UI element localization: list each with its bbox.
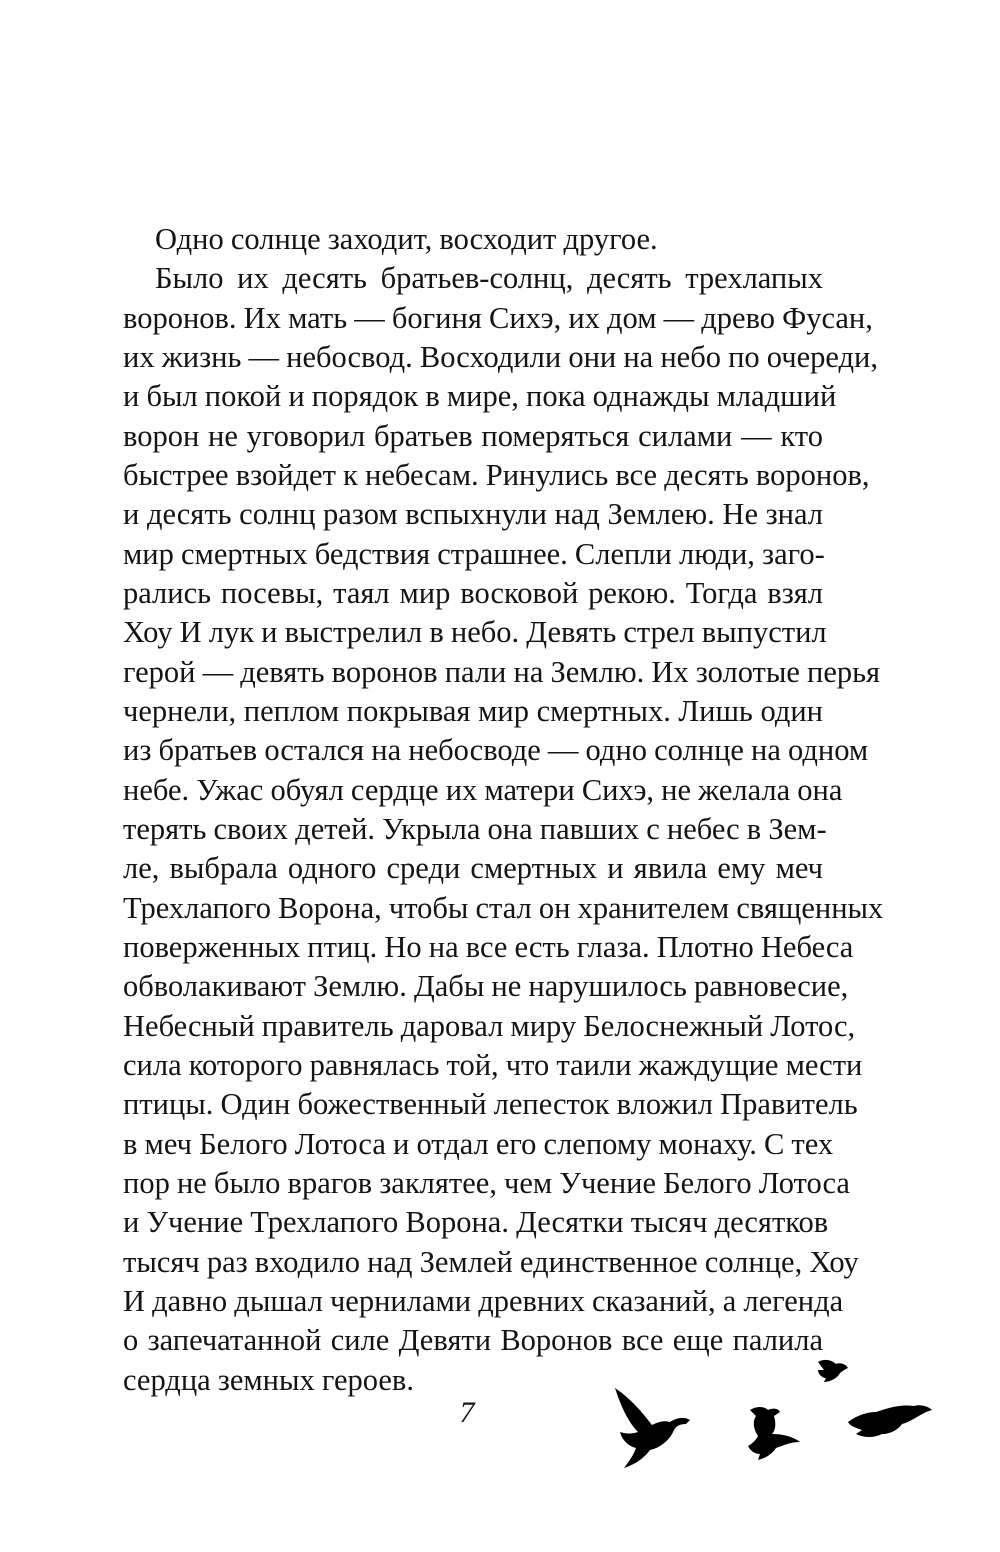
text-line: птицы. Один божественный лепесток вложил Правитель xyxy=(123,1087,858,1122)
text-line: мир смертных бедствия страшнее. Слепли люди, заго- xyxy=(123,536,825,571)
text-line: быстрее взойдет к небесам. Ринулись все десять воронов, xyxy=(123,457,870,492)
text-line: ворон не уговорил братьев померяться силами — кто xyxy=(123,418,823,453)
text-line: Было их десять братьев-солнц, десять трехлапых xyxy=(155,261,823,296)
text-line: из братьев остался на небосводе — одно солнце на одном xyxy=(123,733,869,768)
text-line: их жизнь — небосвод. Восходили они на небо по очереди, xyxy=(123,339,878,374)
text-line: воронов. Их мать — богиня Сихэ, их дом — древо Фусан, xyxy=(123,300,873,335)
text-line: сила которого равнялась той, что таили жаждущие мести xyxy=(123,1047,863,1082)
page-number: 7 xyxy=(459,1396,475,1429)
text-line: Небесный правитель даровал миру Белоснежный Лотос, xyxy=(123,1008,856,1043)
text-line: в меч Белого Лотоса и отдал его слепому монаху. С тех xyxy=(123,1126,834,1161)
text-line: и десять солнц разом вспыхнули над Землею. Не знал xyxy=(123,497,823,532)
text-line: И давно дышал чернилами древних сказаний, а легенда xyxy=(123,1283,844,1318)
text-line: тысяч раз входило над Землей единственное солнце, Хоу xyxy=(123,1244,859,1279)
text-line: поверженных птиц. Но на все есть глаза. Плотно Небеса xyxy=(123,929,854,964)
text-line: Хоу И лук и выстрелил в небо. Девять стрел выпустил xyxy=(123,615,827,650)
text-line: чернели, пеплом покрывая мир смертных. Лишь один xyxy=(123,693,823,728)
text-line: Трехлапого Ворона, чтобы стал он хранителем священных xyxy=(123,890,884,925)
text-line: терять своих детей. Укрыла она павших с небес в Зем- xyxy=(123,811,827,846)
body-text xyxy=(123,220,884,1400)
text-line: сердца земных героев. xyxy=(123,1362,414,1397)
text-line: пор не было врагов заклятее, чем Учение Белого Лотоса xyxy=(123,1165,850,1200)
text-line: рались посевы, таял мир восковой рекою. Тогда взял xyxy=(123,575,823,610)
text-line: ле, выбрала одного среди смертных и явила ему меч xyxy=(123,851,823,886)
text-line: небе. Ужас обуял сердце их матери Сихэ, не желала она xyxy=(123,772,843,807)
crows-icon xyxy=(600,1350,940,1480)
text-line: и был покой и порядок в мире, пока однажды младший xyxy=(123,379,837,414)
text-line: и Учение Трехлапого Ворона. Десятки тысяч десятков xyxy=(123,1205,829,1240)
text-line: Одно солнце заходит, восходит другое. xyxy=(155,222,658,256)
text-line: герой — девять воронов пали на Землю. Их золотые перья xyxy=(123,654,881,689)
text-line: обволакивают Землю. Дабы не нарушилось равновесие, xyxy=(123,969,849,1004)
text-line: о запечатанной силе Девяти Воронов все еще палила xyxy=(123,1323,823,1358)
